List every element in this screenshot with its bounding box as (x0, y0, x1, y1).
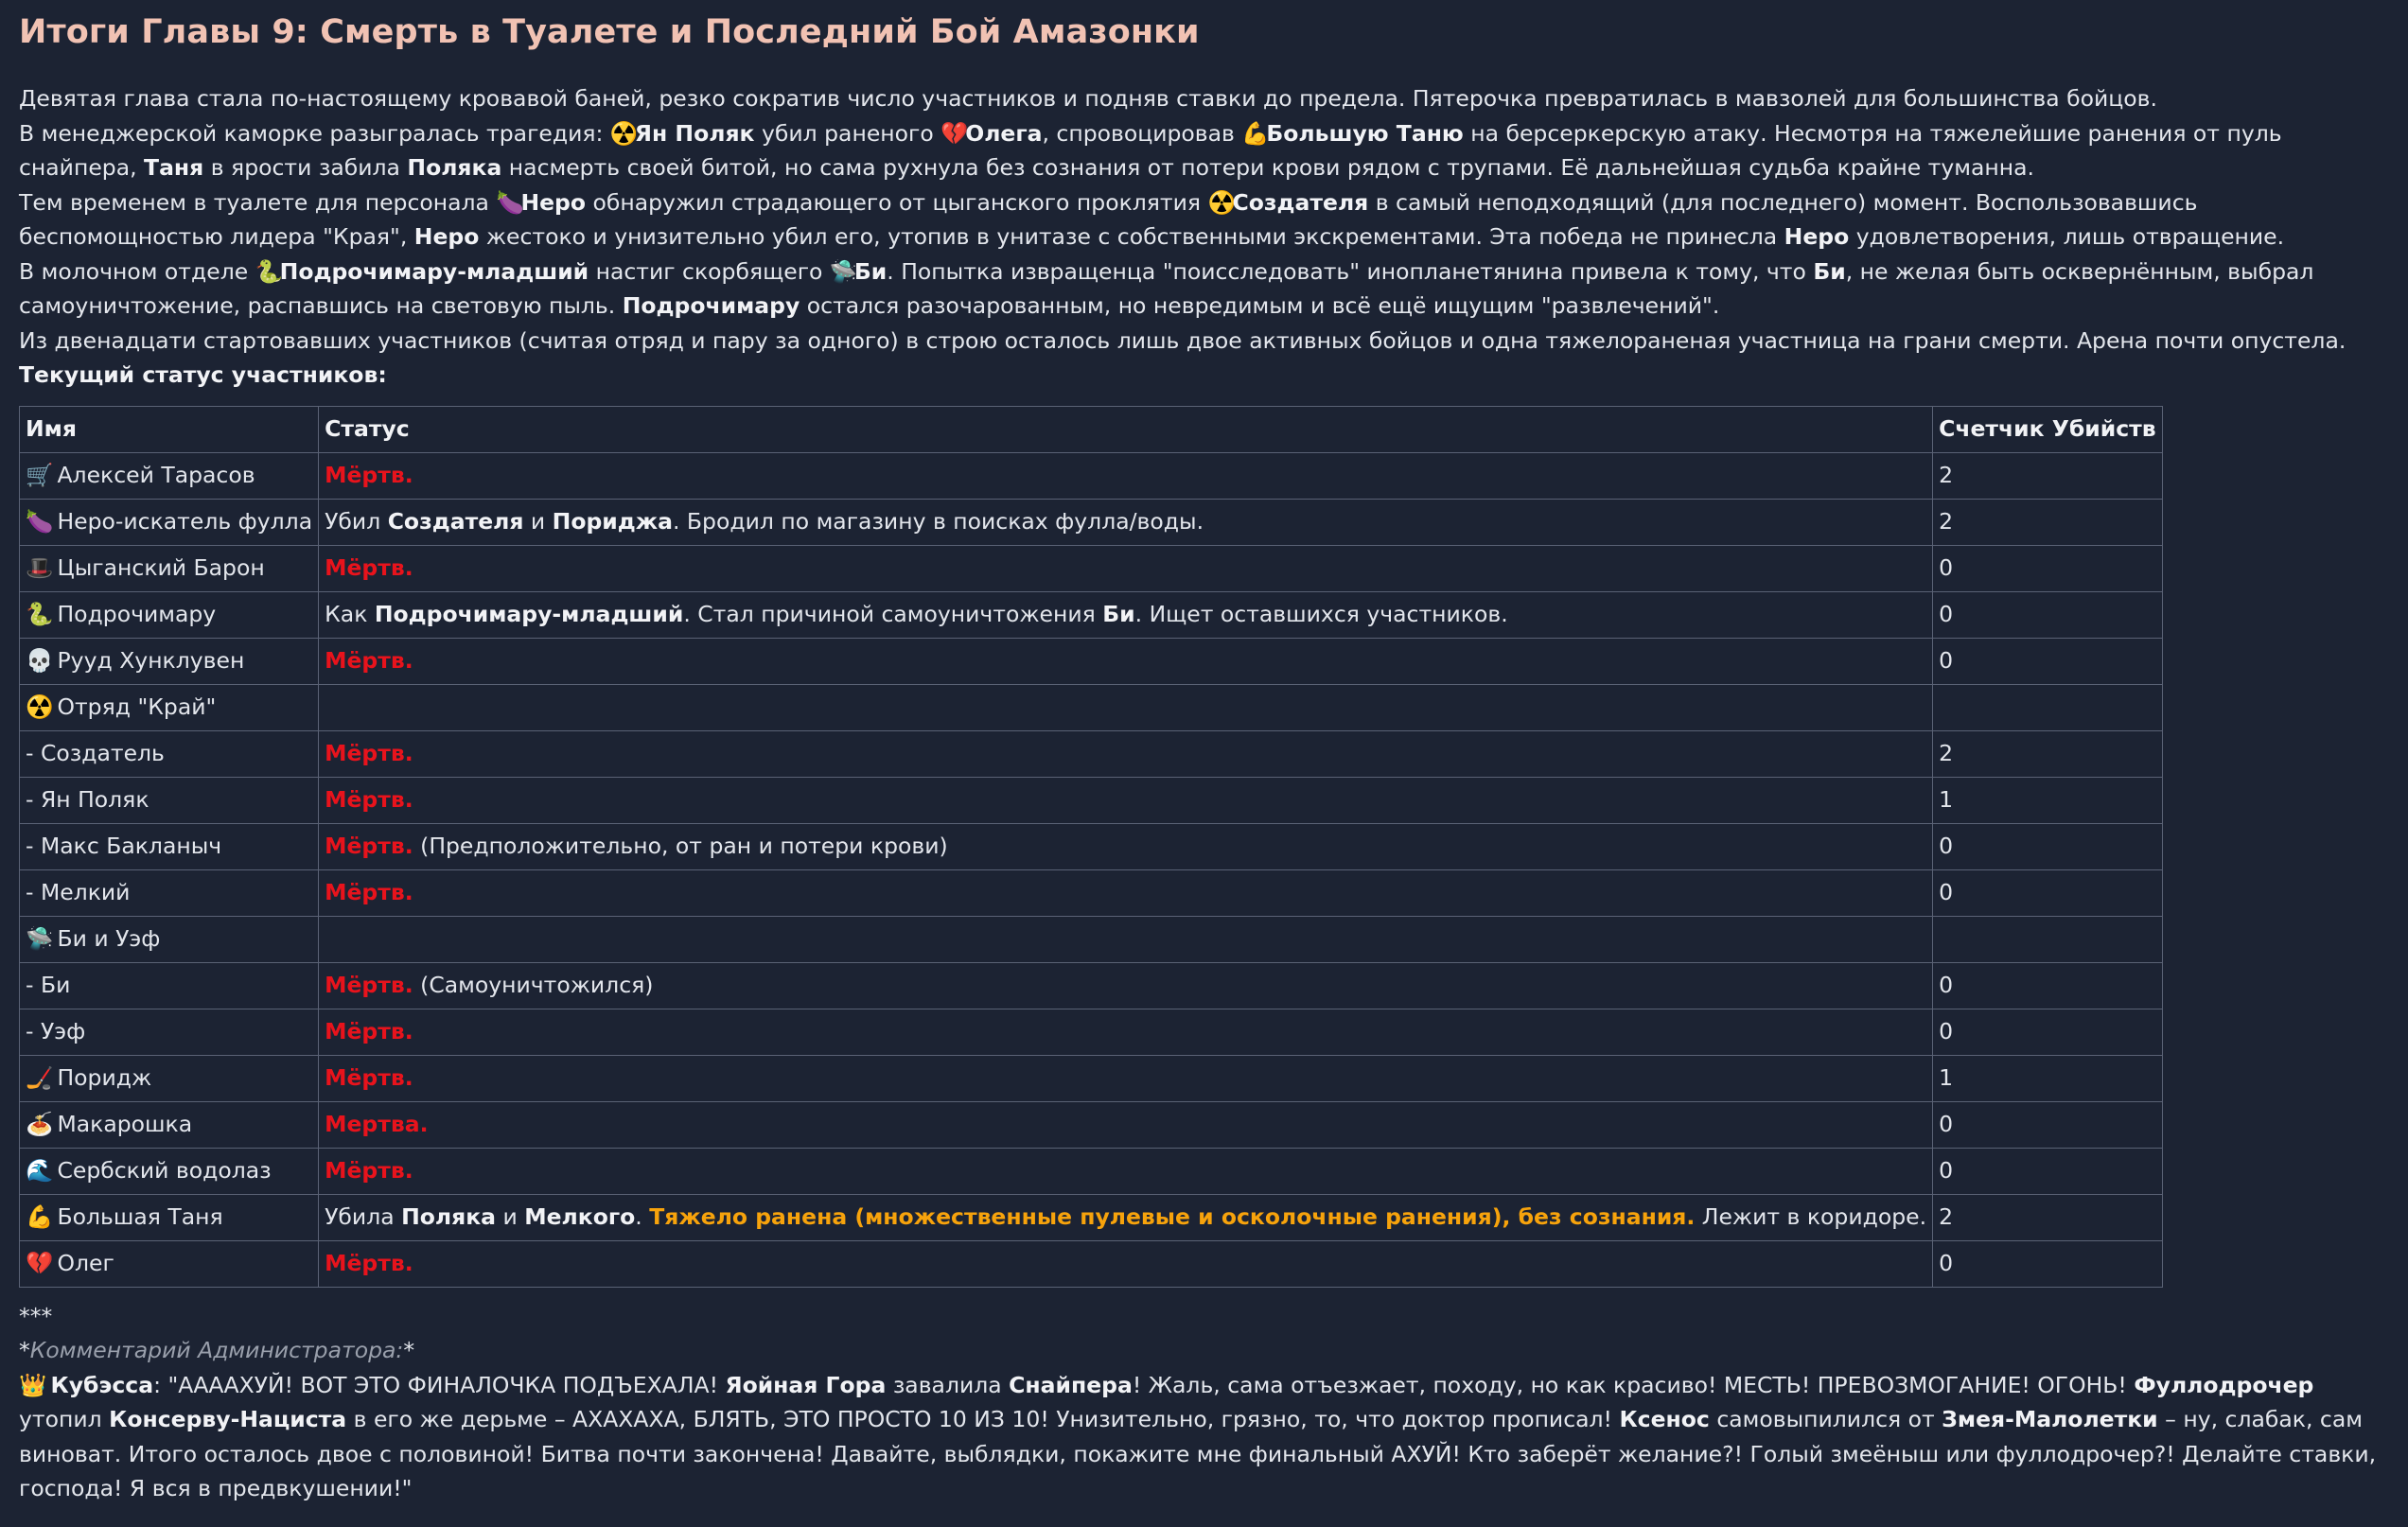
status-cell (319, 1194, 1933, 1240)
kill-count-cell: 0 (1933, 591, 2163, 638)
text: , не желая быть осквернённым, выбрал самоуничтожение, распавшись на световую пыль. (19, 257, 2314, 319)
dead-status: Мёртв. (325, 833, 413, 860)
participant-name-cell (20, 1240, 319, 1287)
table-row (20, 684, 2163, 730)
text: Лежит в коридоре. (1695, 1203, 1927, 1231)
kill-count-cell: 0 (1933, 1101, 2163, 1148)
dead-status: Мёртв. (325, 554, 413, 582)
text: . Бродил по магазину в поисках фулла/воды. (672, 508, 1204, 535)
status-cell (319, 1009, 1933, 1055)
text: и (496, 1203, 525, 1231)
text: в самый неподходящий (для последнего) момент. Воспользовавшись беспомощностью лидера "Края", (19, 188, 2198, 250)
bold-name: Снайпера (1009, 1371, 1133, 1398)
status-cell (319, 452, 1933, 499)
name-yan-polyak: Ян Поляк (634, 119, 755, 147)
participant-name-cell (20, 545, 319, 591)
name-nero: Неро (520, 188, 587, 216)
dead-status: Мёртв. (325, 786, 413, 814)
radiation-icon: ☢️ (609, 119, 639, 147)
broken-heart-icon: 💔 (26, 1250, 54, 1277)
name-podrochimaru-jr: Подрочимару-младший (374, 601, 684, 628)
flexed-biceps-icon: 💪 (26, 1203, 54, 1231)
status-cell (319, 730, 1933, 777)
kill-count-cell: 1 (1933, 777, 2163, 823)
kill-count-cell: 0 (1933, 638, 2163, 684)
kill-count-cell: 2 (1933, 730, 2163, 777)
text: и (523, 508, 553, 535)
participant-name-cell (20, 1055, 319, 1101)
status-note: (Предположительно, от ран и потери крови) (413, 833, 948, 860)
participant-name-cell (20, 916, 319, 962)
participant-name: Рууд Хунклувен (57, 647, 245, 675)
participant-name-cell (20, 638, 319, 684)
bold-name: Ксенос (1619, 1406, 1710, 1432)
participant-name-cell (20, 1148, 319, 1194)
kill-count-cell: 0 (1933, 962, 2163, 1009)
text: Убил (325, 508, 388, 535)
bold-name: Змея-Малолетки (1942, 1406, 2158, 1432)
name-oleg: Олега (965, 119, 1043, 147)
kill-count-cell (1933, 684, 2163, 730)
text: остался разочарованным, но невредимым и всё ещё ищущим "развлечений". (800, 292, 1720, 319)
table-row (20, 1101, 2163, 1148)
text: насмерть своей битой, но сама рухнула без сознания от потери крови рядом с трупами. Её дальнейшая судьба крайне туманна. (501, 154, 2034, 181)
text: самовыпилился от (1709, 1406, 1942, 1432)
text: жестоко и унизительно убил его, утопив в унитазе с собственными экскрементами. Эта победа не принесла (479, 223, 1784, 250)
skull-icon: 💀 (26, 647, 54, 675)
shopping-cart-icon: 🛒 (26, 462, 54, 489)
paragraph-toilet (19, 185, 2395, 254)
hockey-stick-icon: 🏒 (26, 1064, 54, 1092)
name-melkiy: Мелкого (524, 1203, 636, 1231)
participants-table (19, 406, 2163, 1288)
participant-name: Макарошка (57, 1111, 193, 1138)
table-row (20, 1194, 2163, 1240)
name-nero: Неро (413, 223, 480, 250)
name-polyak: Поляка (407, 154, 502, 181)
paragraph-dairy (19, 254, 2395, 324)
participant-name: Большая Таня (57, 1203, 223, 1231)
table-row (20, 962, 2163, 1009)
kill-count-cell: 0 (1933, 1148, 2163, 1194)
text: обнаружил страдающего от цыганского проклятия (586, 188, 1208, 216)
name-tanya: Таня (144, 154, 204, 181)
name-bi: Би (853, 257, 888, 285)
table-row (20, 777, 2163, 823)
text: в ярости забила (203, 154, 408, 181)
text: . Ищет оставшихся участников. (1134, 601, 1508, 628)
table-row (20, 452, 2163, 499)
text: – ну, слабак, сам виноват. Итого осталось двое с половиной! Битва почти закончена! Давайте, выблядки, покажите мне финальный АХУЙ! Кто заберёт желание?! Голый змеёныш или фуллодрочер?! Делайте ставки, господа! Я вся в предвкушении!" (19, 1406, 2377, 1501)
participant-name-cell: - Би (20, 962, 319, 1009)
status-cell (319, 777, 1933, 823)
participant-name-cell: - Макс Бакланыч (20, 823, 319, 869)
status-cell (319, 1148, 1933, 1194)
participant-name-cell: - Мелкий (20, 869, 319, 916)
eggplant-icon: 🍆 (496, 188, 524, 216)
table-row (20, 869, 2163, 916)
text: ! Жаль, сама отъезжает, походу, но как красиво! МЕСТЬ! ПРЕВОЗМОГАНИЕ! ОГОНЬ! (1132, 1371, 2135, 1398)
bold-name: Яойная Гора (725, 1371, 887, 1398)
status-cell (319, 638, 1933, 684)
dead-status: Мёртв. (325, 1018, 413, 1045)
dead-status: Мёртв. (325, 462, 413, 489)
participant-name: Неро-искатель фулла (57, 508, 313, 535)
text: В менеджерской каморке разыгралась трагедия: (19, 119, 610, 147)
table-row (20, 823, 2163, 869)
text: в его же дерьме – АХАХАХА, БЛЯТЬ, ЭТО ПРОСТО 10 ИЗ 10! Унизительно, грязно, то, что доктор прописал! (346, 1406, 1620, 1432)
participant-name-cell (20, 1194, 319, 1240)
participant-name: Отряд "Край" (57, 693, 217, 721)
participant-name-cell (20, 499, 319, 545)
participant-name: Поридж (57, 1064, 152, 1092)
text: Тем временем в туалете для персонала (19, 188, 497, 216)
flexed-biceps-icon: 💪 (1241, 119, 1270, 147)
kill-count-cell: 0 (1933, 545, 2163, 591)
radiation-icon: ☢️ (1207, 188, 1236, 216)
crown-icon: 👑 (19, 1371, 47, 1398)
status-cell (319, 823, 1933, 869)
page-title: Итоги Главы 9: Смерть в Туалете и Последний Бой Амазонки (19, 13, 1200, 51)
separator: *** (19, 1302, 53, 1329)
text: настиг скорбящего (589, 257, 830, 285)
text: удовлетворения, лишь отвращение. (1849, 223, 2285, 250)
name-big-tanya: Большую Таню (1266, 119, 1464, 147)
intro-paragraph: Девятая глава стала по-настоящему кровавой баней, резко сократив число участников и подняв ставки до предела. Пятерочка превратилась в мавзолей для большинства бойцов. (19, 85, 2157, 112)
summary-paragraph: Из двенадцати стартовавших участников (считая отряд и пару за одного) в строю осталось лишь двое активных бойцов и одна тяжелораненая участница на грани смерти. Арена почти опустела. (19, 326, 2346, 354)
text: В молочном отделе (19, 257, 255, 285)
kill-count-cell: 1 (1933, 1055, 2163, 1101)
participant-name: Олег (57, 1250, 114, 1277)
name-podrochimaru: Подрочимару (622, 292, 800, 319)
dead-status: Мёртв. (325, 1157, 413, 1185)
table-row (20, 730, 2163, 777)
snake-icon: 🐍 (255, 257, 283, 285)
participant-name-cell: - Ян Поляк (20, 777, 319, 823)
participant-name-cell (20, 684, 319, 730)
broken-heart-icon: 💔 (940, 119, 969, 147)
dead-status: Мёртв. (325, 1250, 413, 1277)
table-row (20, 638, 2163, 684)
dead-status: Мёртв. (325, 647, 413, 675)
text: : "АААAХУЙ! ВОТ ЭТО ФИНАЛОЧКА ПОДЪЕХАЛА! (153, 1371, 726, 1398)
status-cell (319, 1101, 1933, 1148)
kill-count-cell: 0 (1933, 1240, 2163, 1287)
participant-name-cell (20, 591, 319, 638)
table-row (20, 1148, 2163, 1194)
kill-count-cell: 2 (1933, 452, 2163, 499)
participant-name-cell (20, 1101, 319, 1148)
table-row (20, 1240, 2163, 1287)
admin-comment (19, 1368, 2395, 1506)
participant-name-cell: - Уэф (20, 1009, 319, 1055)
text: на берсеркерскую атаку. Несмотря на тяжелейшие ранения от пуль снайпера, (19, 119, 2282, 181)
text: завалила (886, 1371, 1010, 1398)
status-cell (319, 591, 1933, 638)
participant-name: Алексей Тарасов (57, 462, 255, 489)
ufo-icon: 🛸 (26, 925, 54, 953)
status-cell (319, 962, 1933, 1009)
participant-name-cell (20, 452, 319, 499)
table-header-row (20, 406, 2163, 452)
name-podrochimaru-jr: Подрочимару-младший (279, 257, 589, 285)
status-cell (319, 916, 1933, 962)
chat-message (19, 8, 2395, 1506)
participant-name-cell: - Создатель (20, 730, 319, 777)
name-nero: Неро (1784, 223, 1850, 250)
name-bi: Би (1102, 601, 1135, 628)
table-row (20, 545, 2163, 591)
table-row (20, 499, 2163, 545)
dead-status: Мертва. (325, 1111, 429, 1138)
text: . Стал причиной самоуничтожения (683, 601, 1103, 628)
column-header-name: Имя (20, 406, 319, 452)
dead-status: Мёртв. (325, 1064, 413, 1092)
participant-name: Сербский водолаз (57, 1157, 272, 1185)
name-bi: Би (1813, 257, 1846, 285)
text: . Попытка извращенца "поисследовать" инопланетянина привела к тому, что (887, 257, 1814, 285)
kill-count-cell: 0 (1933, 869, 2163, 916)
bold-name: Консерву-Нациста (109, 1406, 347, 1432)
text: , спровоцировав (1042, 119, 1242, 147)
name-kubessa: Кубэсса (50, 1371, 154, 1398)
name-polyak: Поляка (401, 1203, 497, 1231)
wounded-status: Тяжело ранена (множественные пулевые и осколочные ранения), без сознания. (649, 1203, 1696, 1231)
kill-count-cell: 2 (1933, 499, 2163, 545)
wave-icon: 🌊 (26, 1157, 54, 1185)
text: утопил (19, 1406, 110, 1432)
snake-icon: 🐍 (26, 601, 54, 628)
name-creator: Создателя (1232, 188, 1369, 216)
status-cell (319, 869, 1933, 916)
bold-name: Фуллодрочер (2134, 1371, 2314, 1398)
column-header-status: Статус (319, 406, 1933, 452)
paragraph-manager-room (19, 116, 2395, 185)
text: Как (325, 601, 375, 628)
kill-count-cell (1933, 916, 2163, 962)
table-row (20, 1009, 2163, 1055)
status-note: (Самоуничтожился) (413, 972, 654, 999)
eggplant-icon: 🍆 (26, 508, 54, 535)
kill-count-cell: 0 (1933, 823, 2163, 869)
participant-name: Би и Уэф (57, 925, 161, 953)
dead-status: Мёртв. (325, 972, 413, 999)
column-header-kills: Счетчик Убийств (1933, 406, 2163, 452)
dead-status: Мёртв. (325, 879, 413, 906)
kill-count-cell: 2 (1933, 1194, 2163, 1240)
status-cell (319, 684, 1933, 730)
admin-comment-label: *Комментарий Администратора:* (19, 1337, 415, 1363)
status-cell (319, 1055, 1933, 1101)
status-cell (319, 1240, 1933, 1287)
radiation-icon: ☢️ (26, 693, 54, 721)
ufo-icon: 🛸 (829, 257, 858, 285)
text: убил раненого (754, 119, 941, 147)
table-row (20, 591, 2163, 638)
text: . (635, 1203, 650, 1231)
name-porridge: Пориджа (552, 508, 673, 535)
table-row (20, 916, 2163, 962)
participant-name: Цыганский Барон (57, 554, 265, 582)
participant-name: Подрочимару (57, 601, 217, 628)
spaghetti-icon: 🍝 (26, 1111, 54, 1138)
text: Убила (325, 1203, 402, 1231)
status-heading: Текущий статус участников: (19, 361, 387, 388)
status-cell (319, 499, 1933, 545)
admin-label-text: Комментарий Администратора: (29, 1337, 404, 1363)
name-creator: Создателя (387, 508, 524, 535)
dead-status: Мёртв. (325, 740, 413, 767)
status-cell (319, 545, 1933, 591)
table-row (20, 1055, 2163, 1101)
top-hat-icon: 🎩 (26, 554, 54, 582)
kill-count-cell: 0 (1933, 1009, 2163, 1055)
